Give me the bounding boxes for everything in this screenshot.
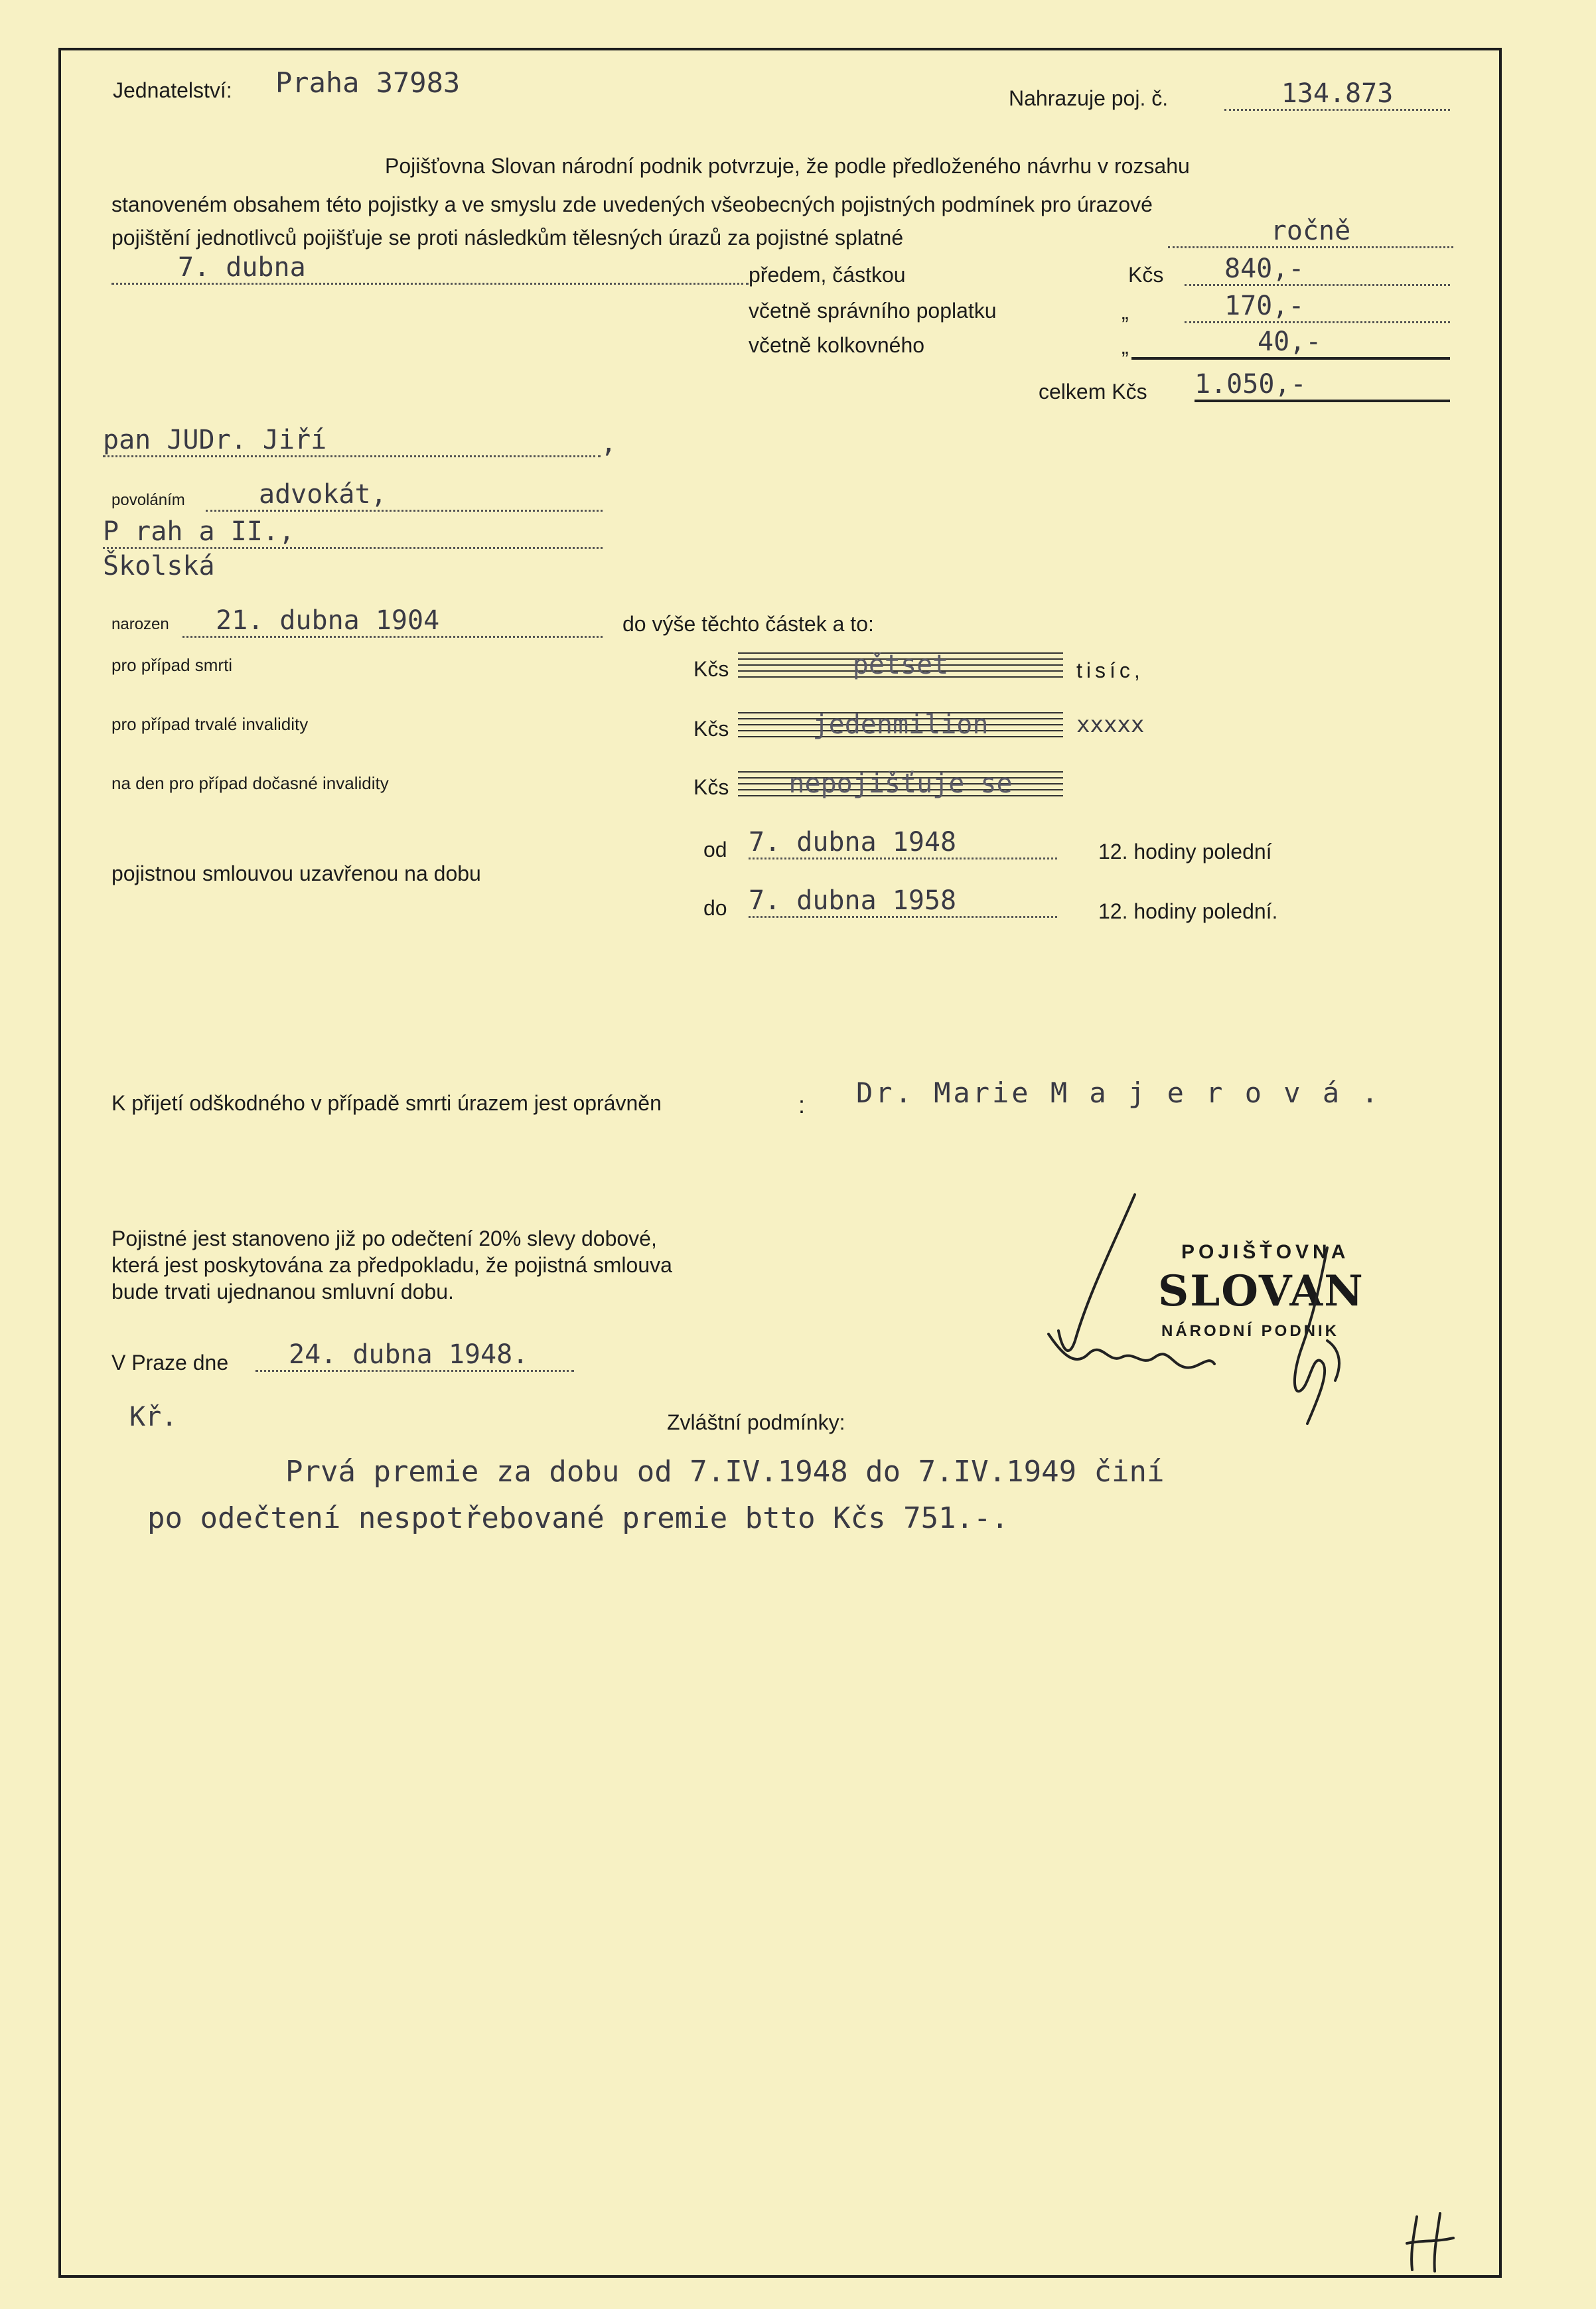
- special-conditions-heading: Zvláštní podmínky:: [667, 1410, 845, 1434]
- total-value: 1.050,-: [1195, 369, 1450, 402]
- admin-fee-mark: „: [1122, 300, 1129, 324]
- disability-amount: jedenmilion: [738, 708, 1063, 742]
- insured-name-comma: ,: [601, 428, 617, 459]
- beneficiary-colon: :: [798, 1091, 806, 1118]
- death-suffix: tisíc,: [1076, 658, 1144, 682]
- replaces-label: Nahrazuje poj. č.: [1009, 86, 1169, 110]
- temp-disability-amount: nepojišťuje se: [738, 767, 1063, 801]
- disability-suffix: xxxxx: [1076, 711, 1145, 738]
- term-to-value: 7. dubna 1958: [749, 885, 1057, 918]
- stamp-logo-slovan: SLOVAN: [1158, 1266, 1364, 1316]
- replaces-value: 134.873: [1224, 78, 1450, 111]
- disability-label: pro případ trvalé invalidity: [111, 714, 309, 734]
- total-label: celkem Kčs: [1039, 380, 1147, 404]
- term-to-label: do: [703, 896, 727, 920]
- occupation-label: povoláním: [111, 491, 185, 509]
- born-label: narozen: [111, 615, 169, 633]
- advance-value: 840,-: [1185, 254, 1450, 286]
- agency-label: Jednatelství:: [113, 78, 232, 102]
- stamp-fee-mark: „: [1122, 335, 1129, 358]
- place-date-label: V Praze dne: [111, 1351, 229, 1375]
- death-amount: pětset: [738, 648, 1063, 682]
- stamp-line-1: POJIŠŤOVNA: [1181, 1241, 1350, 1263]
- intro-line-2: stanoveném obsahem této pojistky a ve smyslu zde uvedených všeobecných pojistných podmínek pro úrazové: [111, 192, 1153, 216]
- born-value: 21. dubna 1904: [182, 605, 603, 638]
- disability-currency: Kčs: [693, 717, 729, 741]
- clerk-initials: Kř.: [129, 1402, 178, 1432]
- temp-disability-label: na den pro případ dočasné invalidity: [111, 773, 389, 793]
- term-from-suffix: 12. hodiny polední: [1098, 840, 1272, 863]
- term-from-value: 7. dubna 1948: [749, 827, 1057, 859]
- frequency-value: ročně: [1168, 216, 1453, 248]
- death-label: pro případ smrti: [111, 655, 233, 675]
- note-line-3: bude trvati ujednanou smluvní dobu.: [111, 1280, 454, 1303]
- note-line-1: Pojistné jest stanoveno již po odečtení 20% slevy dobové,: [111, 1227, 657, 1250]
- address-line-2: Školská: [103, 551, 215, 581]
- special-condition-line-1: Prvá premie za dobu od 7.IV.1948 do 7.IV.1949 činí: [285, 1455, 1165, 1489]
- intro-line-3: pojištění jednotlivců pojišťuje se proti následkům tělesných úrazů za pojistné splatné: [111, 226, 904, 250]
- temp-disability-currency: Kčs: [693, 775, 729, 799]
- term-label: pojistnou smlouvou uzavřenou na dobu: [111, 861, 481, 885]
- due-date-value: 7. dubna: [111, 252, 749, 285]
- admin-fee-label: včetně správního poplatku: [749, 299, 997, 323]
- corner-initial-mark: [1400, 2210, 1460, 2276]
- death-currency: Kčs: [693, 657, 729, 681]
- term-to-suffix: 12. hodiny polední.: [1098, 899, 1278, 923]
- term-from-label: od: [703, 838, 727, 861]
- signature-graphic: [1035, 1188, 1407, 1467]
- stamp-fee-value: 40,-: [1131, 327, 1450, 360]
- stamp-fee-label: včetně kolkovného: [749, 333, 925, 357]
- advance-currency: Kčs: [1128, 263, 1164, 287]
- place-date-value: 24. dubna 1948.: [255, 1339, 574, 1372]
- advance-label: předem, částkou: [749, 263, 906, 287]
- admin-fee-value: 170,-: [1185, 291, 1450, 323]
- stamp-line-3: NÁRODNÍ PODNIK: [1161, 1322, 1340, 1340]
- agency-value: Praha 37983: [275, 66, 461, 99]
- note-line-2: která jest poskytována za předpokladu, že pojistná smlouva: [111, 1253, 672, 1277]
- special-condition-line-2: po odečtení nespotřebované premie btto Kčs 751.-.: [147, 1501, 1009, 1535]
- coverage-intro-label: do výše těchto částek a to:: [622, 612, 874, 636]
- beneficiary-value: Dr. Marie M a j e r o v á .: [856, 1077, 1381, 1109]
- insured-name: pan JUDr. Jiří: [103, 425, 601, 457]
- intro-line-1: Pojišťovna Slovan národní podnik potvrzuje, že podle předloženého návrhu v rozsahu: [385, 154, 1190, 178]
- beneficiary-label: K přijetí odškodného v případě smrti úrazem jest oprávněn: [111, 1091, 662, 1115]
- address-line-1: P rah a II.,: [103, 516, 603, 549]
- occupation-value: advokát,: [206, 479, 603, 512]
